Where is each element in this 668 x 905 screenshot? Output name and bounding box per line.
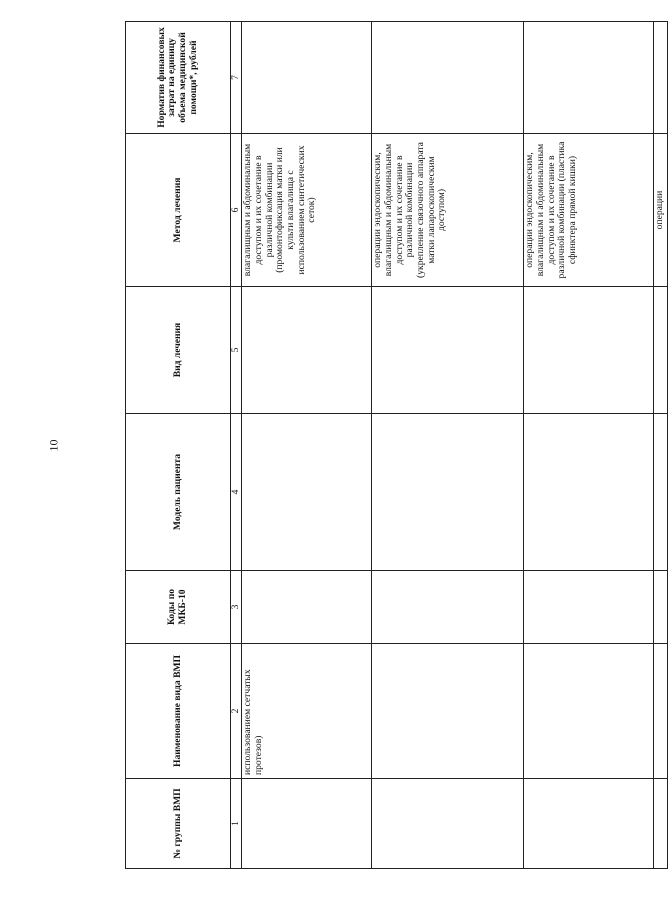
cell-treatment-method: влагалищным и абдоминальным доступом и их сочетание в различной комбинации (промонтофиксация матки или культи влагалища с использованием синтетических сеток): [242, 134, 372, 287]
cell-treatment-method: операции: [654, 134, 668, 287]
column-number-7: 7: [231, 22, 242, 134]
cell-icd10-codes: [654, 571, 668, 644]
cell-patient-model: [372, 414, 524, 571]
cell-cost-standard: [242, 22, 372, 134]
cell-treatment-type: [242, 287, 372, 414]
cell-icd10-codes: [242, 571, 372, 644]
vmp-table: [125, 21, 668, 869]
header-patient-model: Модель пациента: [126, 414, 231, 571]
cell-group-number: [654, 779, 668, 869]
cell-patient-model: [524, 414, 654, 571]
table-body: [242, 22, 668, 869]
cell-group-number: [524, 779, 654, 869]
cell-treatment-type: [372, 287, 524, 414]
cell-cost-standard: [372, 22, 524, 134]
cell-cost-standard: [524, 22, 654, 134]
column-number-4: 4: [231, 414, 242, 571]
header-treatment-type: Вид лечения: [126, 287, 231, 414]
column-number-5: 5: [231, 287, 242, 414]
cell-treatment-type: [654, 287, 668, 414]
cell-treatment-type: [524, 287, 654, 414]
header-cost-standard: Норматив финансовых затрат на единицу объема медицинской помощи*, рублей: [126, 22, 231, 134]
table-header-row: [126, 22, 231, 869]
cell-treatment-method: операции эндоскопическим, влагалищным и абдоминальным доступом и их сочетание в различной комбинации (укрепление связочного аппарата матки лапароскопическим доступом): [372, 134, 524, 287]
column-number-row: [231, 22, 242, 869]
table-row: [242, 22, 372, 869]
cell-cost-standard: [654, 22, 668, 134]
header-icd10-codes: Коды по МКБ-10: [126, 571, 231, 644]
page-number: 10: [46, 439, 61, 452]
table-row: [524, 22, 654, 869]
column-number-3: 3: [231, 571, 242, 644]
header-group-number: № группы ВМП: [126, 779, 231, 869]
cell-group-number: [242, 779, 372, 869]
column-number-2: 2: [231, 644, 242, 779]
cell-vmp-name: [654, 644, 668, 779]
cell-icd10-codes: [372, 571, 524, 644]
cell-treatment-method: операции эндоскопическим, влагалищным и абдоминальным доступом и их сочетание в различной комбинации (пластика сфинктера прямой кишки): [524, 134, 654, 287]
cell-icd10-codes: [524, 571, 654, 644]
cell-patient-model: [654, 414, 668, 571]
table-row: [654, 22, 668, 869]
header-treatment-method: Метод лечения: [126, 134, 231, 287]
cell-group-number: [372, 779, 524, 869]
header-vmp-name: Наименование вида ВМП: [126, 644, 231, 779]
column-number-1: 1: [231, 779, 242, 869]
table-row: [372, 22, 524, 869]
cell-vmp-name: [372, 644, 524, 779]
cell-vmp-name: [524, 644, 654, 779]
column-number-6: 6: [231, 134, 242, 287]
cell-patient-model: [242, 414, 372, 571]
cell-vmp-name: использованием сетчатых протезов): [242, 644, 372, 779]
